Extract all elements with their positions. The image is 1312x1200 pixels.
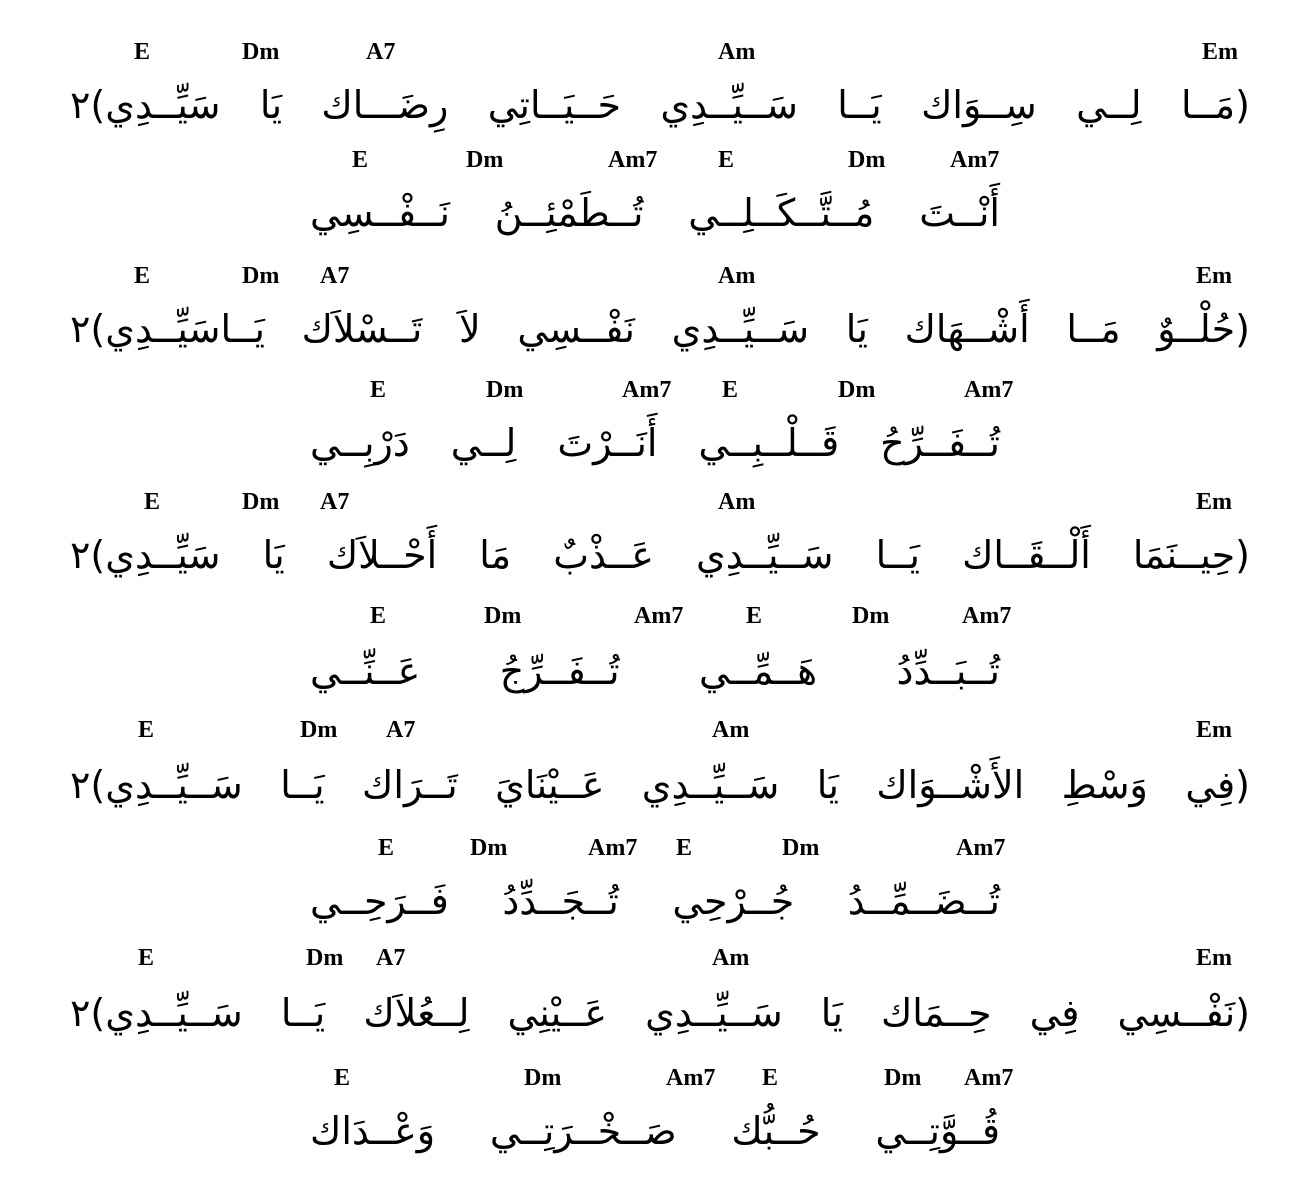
- lyric-line-6: تُــبَــدِّدُ هَــمِّــي تُــفَــرِّجُ عَــنِّــي: [310, 649, 1000, 693]
- chord: E: [370, 603, 387, 629]
- chord: A7: [366, 39, 396, 65]
- lyric-line-5: (حِيــنَمَا أَلْــقَــاك يَــا سَــيِّــدِي عَــذْبٌ مَا أَحْــلاَك يَا سَيِّــدِي)٢: [70, 533, 1250, 577]
- chord: A7: [376, 945, 406, 971]
- chord: E: [138, 945, 155, 971]
- chord: Dm: [884, 1065, 922, 1091]
- chord: Am: [718, 489, 756, 515]
- chord: E: [334, 1065, 351, 1091]
- chord: Dm: [848, 147, 886, 173]
- lyric-line-10: قُــوَّتِــي حُــبُّك صَــخْــرَتِــي وَعْــدَاك: [310, 1109, 1000, 1153]
- chord: Am7: [588, 835, 638, 861]
- chord: Am: [718, 263, 756, 289]
- chord: E: [722, 377, 739, 403]
- lyric-line-1: (مَــا لِــي سِــوَاك يَــا سَــيِّــدِي حَــيَــاتِي رِضَـــاك يَا سَيِّــدِي)٢: [70, 83, 1250, 127]
- chord: E: [134, 39, 151, 65]
- chord: Dm: [470, 835, 508, 861]
- chord: E: [134, 263, 151, 289]
- lyric-line-3: (حُلْــوٌ مَــا أَشْــهَاك يَا سَــيِّــدِي نَفْــسِي لاَ تَــسْلاَك يَــاسَيِّــدِي)٢: [70, 307, 1250, 351]
- chord: Dm: [484, 603, 522, 629]
- chord: Am: [718, 39, 756, 65]
- chord: E: [746, 603, 763, 629]
- chord: Em: [1196, 945, 1232, 971]
- chord: A7: [386, 717, 416, 743]
- chord: E: [762, 1065, 779, 1091]
- chord: Dm: [306, 945, 344, 971]
- lyric-line-2: أَنْــتَ مُــتَّــكَــلِــي تُــطَمْئِــنُ نَــفْــسِي: [310, 191, 1000, 235]
- chord: Am7: [608, 147, 658, 173]
- chord: Em: [1202, 39, 1238, 65]
- chord: Dm: [524, 1065, 562, 1091]
- lyric-line-4: تُــفَــرِّحُ قَــلْــبِــي أَنَــرْتَ لِــي دَرْبِــي: [310, 421, 1000, 465]
- lyric-line-9: (نَفْــسِي فِي حِــمَاك يَا سَــيِّــدِي عَــيْنِي لِــعُلاَك يَــا سَــيِّــدِي)٢: [70, 991, 1250, 1035]
- chord: E: [352, 147, 369, 173]
- chord: Em: [1196, 717, 1232, 743]
- chord: Dm: [242, 489, 280, 515]
- chord: Am7: [622, 377, 672, 403]
- chord: Am7: [962, 603, 1012, 629]
- chord: Am7: [956, 835, 1006, 861]
- lyric-line-7: (فِي وَسْطِ الأَشْــوَاك يَا سَــيِّــدِي عَــيْنَايَ تَــرَاك يَــا سَــيِّــدِي)٢: [70, 763, 1250, 807]
- chord: Dm: [782, 835, 820, 861]
- chord: E: [370, 377, 387, 403]
- chord: Em: [1196, 263, 1232, 289]
- chord: Dm: [242, 263, 280, 289]
- chord: Am: [712, 717, 750, 743]
- chord: Dm: [486, 377, 524, 403]
- chord: Em: [1196, 489, 1232, 515]
- chord: Dm: [466, 147, 504, 173]
- chord: Am7: [964, 377, 1014, 403]
- chord: Am7: [666, 1065, 716, 1091]
- chord: Am7: [950, 147, 1000, 173]
- chord: E: [718, 147, 735, 173]
- lyric-line-8: تُــضَــمِّــدُ جُــرْحِي تُــجَــدِّدُ فَــرَحِــي: [310, 879, 1000, 923]
- chord: Dm: [852, 603, 890, 629]
- chord: Dm: [838, 377, 876, 403]
- chord: A7: [320, 263, 350, 289]
- chord: E: [378, 835, 395, 861]
- chord: E: [144, 489, 161, 515]
- chord: Dm: [242, 39, 280, 65]
- chord: E: [138, 717, 155, 743]
- chord: E: [676, 835, 693, 861]
- chord: Dm: [300, 717, 338, 743]
- chord: A7: [320, 489, 350, 515]
- chord: Am7: [964, 1065, 1014, 1091]
- chord: Am: [712, 945, 750, 971]
- chord: Am7: [634, 603, 684, 629]
